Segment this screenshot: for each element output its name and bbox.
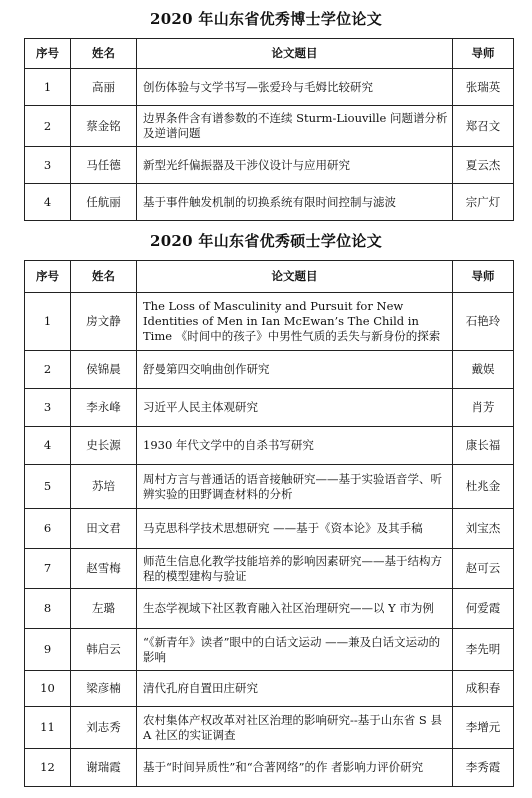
table-row — [25, 465, 514, 509]
header-name: 姓名 — [71, 39, 137, 69]
table-header-row — [25, 39, 514, 69]
table-row — [25, 351, 514, 389]
table-row — [25, 147, 514, 184]
header-no: 序号 — [25, 39, 71, 69]
cell-topic: 基于“时间异质性”和“合著网络”的作 者影响力评价研究 — [137, 749, 453, 787]
cell-topic: 1930 年代文学中的自杀书写研究 — [137, 427, 453, 465]
table-row — [25, 509, 514, 549]
cell-no: 4 — [25, 184, 71, 221]
cell-advisor: 张瑞英 — [453, 69, 514, 106]
cell-topic: 农村集体产权改革对社区治理的影响研究--基于山东省 S 县 A 社区的实证调查 — [137, 707, 453, 749]
table-row — [25, 389, 514, 427]
table-row — [25, 671, 514, 707]
table-row — [25, 749, 514, 787]
cell-advisor: 成积春 — [453, 671, 514, 707]
cell-name: 刘志秀 — [71, 707, 137, 749]
cell-name: 马任德 — [71, 147, 137, 184]
cell-name: 史长源 — [71, 427, 137, 465]
table-row — [25, 427, 514, 465]
cell-advisor: 石艳玲 — [453, 293, 514, 351]
table-row — [25, 549, 514, 589]
cell-name: 左璐 — [71, 589, 137, 629]
cell-topic: 新型光纤偏振器及干涉仪设计与应用研究 — [137, 147, 453, 184]
cell-topic: 周村方言与普通话的语音接触研究——基于实验语音学、听辨实验的田野调查材料的分析 — [137, 465, 453, 509]
cell-advisor: 李秀霞 — [453, 749, 514, 787]
cell-name: 高丽 — [71, 69, 137, 106]
cell-topic: 习近平人民主体观研究 — [137, 389, 453, 427]
table-header-row — [25, 261, 514, 293]
cell-topic: 清代孔府自置田庄研究 — [137, 671, 453, 707]
table-row — [25, 293, 514, 351]
cell-no: 5 — [25, 465, 71, 509]
cell-advisor: 戴娱 — [453, 351, 514, 389]
cell-advisor: 杜兆金 — [453, 465, 514, 509]
cell-advisor: 夏云杰 — [453, 147, 514, 184]
table-row — [25, 106, 514, 147]
table-row — [25, 184, 514, 221]
cell-no: 3 — [25, 147, 71, 184]
cell-topic: The Loss of Masculinity and Pursuit for New Identities of Men in Ian McEwan’s The Child in Time 《时间中的孩子》中男性气质的丢失与新身份的探索 — [137, 293, 453, 351]
cell-name: 苏培 — [71, 465, 137, 509]
header-topic: 论文题目 — [137, 261, 453, 293]
cell-advisor: 宗广灯 — [453, 184, 514, 221]
cell-name: 任航丽 — [71, 184, 137, 221]
cell-advisor: 李先明 — [453, 629, 514, 671]
cell-no: 8 — [25, 589, 71, 629]
table-row — [25, 69, 514, 106]
cell-name: 侯锦晨 — [71, 351, 137, 389]
header-no: 序号 — [25, 261, 71, 293]
master-section-title: 2020 年山东省优秀硕士学位论文 — [149, 232, 383, 250]
cell-name: 韩启云 — [71, 629, 137, 671]
table-row — [25, 707, 514, 749]
phd-table — [24, 38, 514, 221]
cell-no: 3 — [25, 389, 71, 427]
cell-no: 4 — [25, 427, 71, 465]
cell-name: 李永峰 — [71, 389, 137, 427]
cell-topic: 马克思科学技术思想研究 ——基于《资本论》及其手稿 — [137, 509, 453, 549]
cell-no: 11 — [25, 707, 71, 749]
header-advisor: 导师 — [453, 39, 514, 69]
cell-name: 梁彦楠 — [71, 671, 137, 707]
cell-no: 2 — [25, 106, 71, 147]
phd-section-title: 2020 年山东省优秀博士学位论文 — [149, 10, 383, 28]
cell-name: 田文君 — [71, 509, 137, 549]
cell-topic: 边界条件含有谱参数的不连续 Sturm-Liouville 问题谱分析及逆谱问题 — [137, 106, 453, 147]
cell-advisor: 康长福 — [453, 427, 514, 465]
header-advisor: 导师 — [453, 261, 514, 293]
cell-name: 赵雪梅 — [71, 549, 137, 589]
cell-no: 1 — [25, 69, 71, 106]
cell-no: 10 — [25, 671, 71, 707]
cell-name: 蔡金铭 — [71, 106, 137, 147]
cell-no: 12 — [25, 749, 71, 787]
cell-no: 2 — [25, 351, 71, 389]
cell-advisor: 刘宝杰 — [453, 509, 514, 549]
header-topic: 论文题目 — [137, 39, 453, 69]
cell-no: 6 — [25, 509, 71, 549]
cell-topic: 师范生信息化教学技能培养的影响因素研究——基于结构方程的模型建构与验证 — [137, 549, 453, 589]
cell-advisor: 赵可云 — [453, 549, 514, 589]
table-row — [25, 629, 514, 671]
header-name: 姓名 — [71, 261, 137, 293]
cell-advisor: 肖芳 — [453, 389, 514, 427]
cell-no: 1 — [25, 293, 71, 351]
cell-no: 9 — [25, 629, 71, 671]
cell-advisor: 郑召文 — [453, 106, 514, 147]
cell-topic: “《新青年》读者”眼中的白话文运动 ——兼及白话文运动的影响 — [137, 629, 453, 671]
cell-topic: 创伤体验与文学书写—张爱玲与毛姆比较研究 — [137, 69, 453, 106]
master-table — [24, 260, 514, 787]
cell-advisor: 李增元 — [453, 707, 514, 749]
cell-topic: 基于事件触发机制的切换系统有限时间控制与滤波 — [137, 184, 453, 221]
cell-name: 谢瑞霞 — [71, 749, 137, 787]
cell-no: 7 — [25, 549, 71, 589]
cell-name: 房文静 — [71, 293, 137, 351]
table-row — [25, 589, 514, 629]
cell-topic: 舒曼第四交响曲创作研究 — [137, 351, 453, 389]
cell-advisor: 何爱霞 — [453, 589, 514, 629]
cell-topic: 生态学视域下社区教育融入社区治理研究——以 Y 市为例 — [137, 589, 453, 629]
